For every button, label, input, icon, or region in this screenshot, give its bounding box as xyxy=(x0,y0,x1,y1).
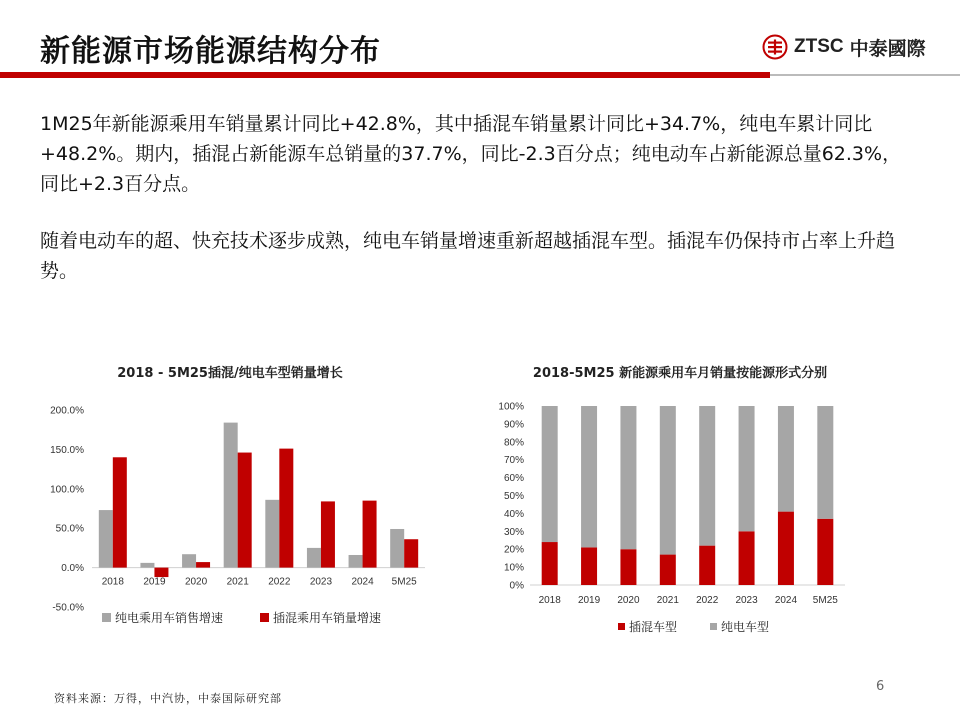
stack-bev-2018 xyxy=(542,406,558,542)
company-logo xyxy=(762,32,926,62)
x-category-label: 2022 xyxy=(696,595,719,606)
y-tick-label: 90% xyxy=(503,419,524,431)
stack-bev-2021 xyxy=(660,406,676,555)
x-category-label: 2018 xyxy=(101,576,124,588)
y-tick-label: 60% xyxy=(503,473,524,485)
y-tick-label: 100% xyxy=(498,401,524,413)
x-category-label: 2023 xyxy=(735,595,758,606)
logo-chinese-text: 中泰國際 xyxy=(849,37,926,60)
y-tick-label: -50.0% xyxy=(52,602,84,614)
y-tick-label: 10% xyxy=(503,562,524,574)
stack-bev-2023 xyxy=(739,406,755,531)
stack-bev-2022 xyxy=(699,406,715,546)
y-tick-label: 0% xyxy=(509,580,524,592)
y-tick-label: 70% xyxy=(503,455,524,467)
bar-phev-2023 xyxy=(321,501,335,567)
chart-title: 2018-5M25 新能源乘用车月销量按能源形式分别 xyxy=(532,366,828,381)
x-category-label: 2023 xyxy=(309,576,333,588)
bar-phev-5M25 xyxy=(404,539,418,567)
y-tick-label: 40% xyxy=(503,508,524,520)
x-category-label: 2021 xyxy=(226,576,249,588)
bar-phev-2021 xyxy=(238,453,252,568)
stack-phev-2019 xyxy=(581,547,597,585)
page-title: 新能源市场能源结构分布 xyxy=(40,34,381,69)
legend-label: 纯电车型 xyxy=(721,620,770,634)
x-category-label: 5M25 xyxy=(812,595,838,606)
y-tick-label: 30% xyxy=(503,526,524,538)
stack-phev-2023 xyxy=(739,531,755,585)
chart-title: 2018 - 5M25插混/纯电车型销量增长 xyxy=(117,366,343,381)
bar-bev-2023 xyxy=(307,548,321,568)
stack-bev-2020 xyxy=(620,406,636,549)
stack-phev-2018 xyxy=(542,542,558,585)
x-category-label: 2024 xyxy=(351,576,374,588)
legend-label: 插混车型 xyxy=(629,620,678,634)
y-tick-label: 150.0% xyxy=(50,444,84,456)
y-tick-label: 50% xyxy=(503,491,524,502)
growth-bar-chart xyxy=(30,355,440,645)
bar-phev-2018 xyxy=(113,457,127,567)
share-stacked-bar-chart xyxy=(490,355,870,645)
bar-bev-2019 xyxy=(140,563,154,568)
x-category-label: 2018 xyxy=(538,595,561,606)
bar-phev-2024 xyxy=(363,501,377,568)
x-category-label: 5M25 xyxy=(391,576,417,588)
bar-bev-2022 xyxy=(265,500,279,568)
y-tick-label: 100.0% xyxy=(50,484,84,496)
y-tick-label: 200.0% xyxy=(50,405,84,417)
y-tick-label: 80% xyxy=(503,437,524,449)
bar-bev-5M25 xyxy=(390,529,404,568)
stack-phev-2024 xyxy=(778,512,794,585)
x-category-label: 2020 xyxy=(184,576,208,588)
bar-bev-2018 xyxy=(99,510,113,568)
y-tick-label: 50.0% xyxy=(55,523,84,535)
ztsc-logo-icon xyxy=(762,34,788,60)
header-divider-red xyxy=(0,72,770,78)
bar-bev-2024 xyxy=(349,555,363,568)
x-category-label: 2022 xyxy=(268,576,291,588)
data-source-note: 资料来源：万得，中汽协，中泰国际研究部 xyxy=(54,692,282,705)
stack-phev-2022 xyxy=(699,546,715,585)
x-category-label: 2024 xyxy=(774,595,798,606)
bar-bev-2021 xyxy=(224,423,238,568)
legend-swatch xyxy=(102,613,111,622)
bar-phev-2020 xyxy=(196,562,210,568)
legend-swatch xyxy=(710,623,717,630)
logo-text: ZTSC xyxy=(794,36,844,57)
legend-swatch xyxy=(618,623,625,630)
legend-label: 插混乘用车销量增速 xyxy=(273,611,382,625)
x-category-label: 2019 xyxy=(577,595,601,606)
share-stacked-bar-chart-svg xyxy=(490,355,870,645)
growth-bar-chart-svg xyxy=(30,355,440,645)
x-category-label: 2020 xyxy=(617,595,640,606)
stack-bev-2019 xyxy=(581,406,597,547)
header-divider-gray xyxy=(770,74,960,76)
stack-bev-2024 xyxy=(778,406,794,512)
stack-phev-2020 xyxy=(620,549,636,585)
y-tick-label: 0.0% xyxy=(61,563,84,575)
summary-paragraph-1: 1M25年新能源乘用车销量累计同比+42.8%，其中插混车销量累计同比+34.7%，纯电车累计同比+48.2%。期内，插混占新能源车总销量的37.7%，同比-2.3百分点；纯电动车占新能源总量62.3%，同比+2.3百分点。 xyxy=(40,113,902,195)
legend-swatch xyxy=(260,613,269,622)
stack-bev-5M25 xyxy=(817,406,833,519)
stack-phev-5M25 xyxy=(817,519,833,585)
page-number: 6 xyxy=(876,679,885,694)
x-category-label: 2021 xyxy=(656,595,679,606)
summary-paragraph-2: 随着电动车的超、快充技术逐步成熟，纯电车销量增速重新超越插混车型。插混车仍保持市占率上升趋势。 xyxy=(40,230,896,282)
x-category-label: 2019 xyxy=(143,576,166,588)
stack-phev-2021 xyxy=(660,555,676,585)
bar-phev-2022 xyxy=(279,449,293,568)
legend-label: 纯电乘用车销售增速 xyxy=(115,611,224,625)
y-tick-label: 20% xyxy=(503,544,524,556)
bar-bev-2020 xyxy=(182,554,196,567)
